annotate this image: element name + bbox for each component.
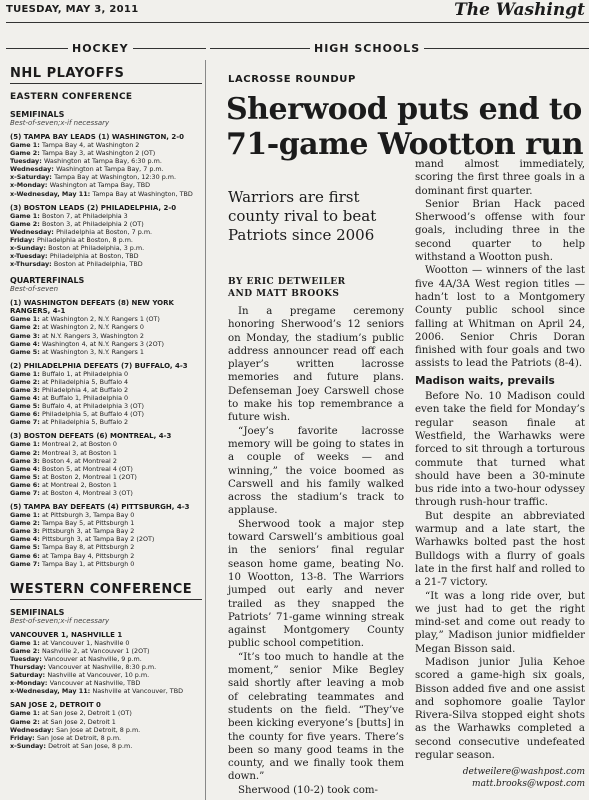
story-paragraph: Madison junior Julia Kehoe scored a game-high six goals, Bisson added five and one assist and sophomore goalie Taylor Rivera-Silva stopped eight shots as the Warhawks completed a second consecutive undefeated regular season. (415, 656, 585, 762)
game-result (10, 457, 202, 465)
game-result (10, 465, 202, 473)
game-score: Buffalo 1, at Philadelphia 0 (42, 369, 129, 378)
game-score: at Boston 4, Montreal 3 (OT) (42, 489, 133, 497)
story-deck: Warriors are first county rival to beat Patriots since 2006 (228, 188, 377, 244)
game-score: Boston at Philadelphia, TBD (53, 260, 143, 269)
story-paragraph: In a pregame ceremony honoring Sherwood’s 12 seniors on Monday, the stadium’s public address announcer read off each player’s written lacrosse memories and future plans. Defenseman Joey Carswell chose to make his top remembrance a future wish. (228, 306, 404, 424)
story-paragraph: But despite an abbreviated warmup and a late start, the Warhawks bolted past the host Bulldogs with a flurry of goals late in the first half and rolled to a 21-7 victory. (415, 510, 585, 589)
section-head-high-schools (210, 42, 589, 54)
game-score: Boston at Philadelphia, 3 p.m. (48, 244, 145, 253)
game-result (10, 348, 202, 356)
series-heading: (5) TAMPA BAY LEADS (1) WASHINGTON, 2-0 (10, 133, 185, 141)
series-heading: (5) TAMPA BAY DEFEATS (4) PITTSBURGH, 4-3 (10, 503, 190, 512)
game-result (10, 709, 202, 717)
game-result (10, 378, 202, 386)
game-label: Game 3: (10, 456, 43, 465)
game-label: Game 1: (10, 211, 43, 220)
story-column-2-top (415, 158, 585, 371)
game-result (10, 212, 202, 220)
game-result (10, 332, 202, 340)
game-score: at Pittsburgh 3, Tampa Bay 0 (42, 511, 135, 520)
game-score: Tampa Bay 4, at Washington 2 (42, 141, 140, 149)
series-heading: VANCOUVER 1, NASHVILLE 1 (10, 630, 123, 639)
game-label: Game 6: (10, 551, 43, 560)
game-score: at Washington 3, N.Y. Rangers 1 (42, 347, 144, 356)
game-result (10, 157, 202, 165)
game-result (10, 742, 202, 750)
game-label: x-Saturday: (10, 173, 55, 182)
game-score: Nashville at Vancouver, 10 p.m. (47, 671, 150, 680)
game-score: Detroit at San Jose, 8 p.m. (48, 741, 133, 750)
game-label: Game 1: (10, 369, 43, 378)
story-paragraph: Sherwood (10-2) took com- (238, 784, 378, 796)
game-label: Game 4: (10, 394, 43, 403)
game-score: Tampa Bay at Washington, TBD (92, 189, 193, 198)
top-rule (6, 22, 589, 23)
masthead: The Washingt (454, 0, 585, 20)
game-label: x-Tuesday: (10, 252, 50, 261)
game-label: Game 5: (10, 543, 43, 552)
series-heading: (2) PHILADELPHIA DEFEATS (7) BUFFALO, 4-3 (10, 361, 188, 370)
game-result (10, 718, 202, 726)
game-score: Tampa Bay 3, at Washington 2 (OT) (42, 149, 156, 158)
game-result (10, 173, 202, 181)
game-result (10, 370, 202, 378)
game-score: Vancouver at Nashville, 8:30 p.m. (48, 663, 157, 672)
game-result (10, 149, 202, 157)
game-score: Vancouver at Nashville, TBD (49, 679, 141, 688)
game-result (10, 663, 202, 671)
game-score: at N.Y. Rangers 3, Washington 2 (42, 331, 144, 340)
game-result (10, 671, 202, 679)
game-score: Tampa Bay 8, at Pittsburgh 2 (42, 543, 135, 552)
author-email-1: detweilere@washpost.com (462, 767, 585, 778)
game-label: Game 3: (10, 527, 43, 536)
game-score: Washington at Tampa Bay, 6:30 p.m. (43, 157, 162, 166)
game-label: x-Sunday: (10, 741, 49, 750)
game-label: Game 1: (10, 315, 43, 324)
story-headline: Sherwood puts end to 71-game Wootton run (226, 92, 584, 162)
game-score: Tampa Bay 1, at Pittsburgh 0 (42, 559, 135, 568)
story-paragraph: Senior Brian Hack paced Sherwood’s offense with four goals, including three in the second quarter to help withstand a Wootton push. (415, 198, 585, 264)
story-paragraph: “It’s too much to handle at the moment,” senior Mike Begley said shortly after leaving a mob of celebrating teammates and students on the field. “They’ve been kicking everyone’s [butts] in the county for five years. There’s been so many good teams in the county, and we finally took them down.” (228, 651, 404, 783)
game-result (10, 511, 202, 519)
game-result (10, 236, 202, 244)
game-result (10, 473, 202, 481)
game-label: Game 2: (10, 219, 43, 228)
game-score: at Philadelphia 5, Buffalo 2 (42, 418, 129, 427)
game-result (10, 190, 202, 198)
game-label: Game 7: (10, 489, 43, 497)
series-results (10, 315, 202, 355)
game-score: Philadelphia at Boston, TBD (49, 252, 139, 261)
game-score: Washington at Tampa Bay, 7 p.m. (56, 165, 164, 174)
game-score: Boston 5, at Montreal 4 (OT) (42, 464, 133, 473)
game-score: Buffalo 4, at Philadelphia 3 (OT) (42, 402, 145, 411)
game-label: Game 1: (10, 141, 43, 149)
game-label: Saturday: (10, 671, 48, 680)
game-result (10, 543, 202, 551)
game-result (10, 647, 202, 655)
game-result (10, 481, 202, 489)
game-result (10, 410, 202, 418)
game-score: Montreal 3, at Boston 1 (42, 448, 117, 457)
game-result (10, 165, 202, 173)
east-quarters-label: QUARTERFINALS (10, 276, 85, 286)
series-results (10, 639, 202, 696)
game-label: x-Thursday: (10, 260, 54, 269)
story-paragraph: “It was a long ride over, but we just had to get the right mind-set and come out ready to play,” Madison junior midfielder Megan Bisson said. (415, 590, 585, 655)
game-result (10, 244, 202, 252)
nhl-playoffs-title: NHL PLAYOFFS (10, 66, 202, 84)
game-result (10, 340, 202, 348)
west-semis-label: SEMIFINALS (10, 607, 65, 617)
game-score: at Boston 2, Montreal 1 (2OT) (42, 472, 137, 481)
game-score: at San Jose 2, Detroit 1 (OT) (42, 709, 132, 718)
western-conference-title: WESTERN CONFERENCE (10, 582, 202, 600)
game-score: Washington at Tampa Bay, TBD (49, 181, 151, 190)
game-label: Game 2: (10, 377, 43, 386)
game-score: at Montreal 2, Boston 1 (42, 480, 117, 489)
column-divider (205, 60, 206, 800)
game-label: Game 6: (10, 410, 43, 419)
game-label: Game 2: (10, 448, 43, 457)
game-score: Pittsburgh 3, at Tampa Bay 2 (2OT) (42, 535, 155, 544)
game-label: Game 5: (10, 472, 43, 481)
game-result (10, 220, 202, 228)
game-score: Boston 4, at Montreal 2 (42, 456, 117, 465)
game-score: Tampa Bay 5, at Pittsburgh 1 (42, 519, 135, 528)
game-label: Wednesday: (10, 725, 57, 734)
game-result (10, 639, 202, 647)
game-result (10, 734, 202, 742)
game-label: Tuesday: (10, 654, 44, 663)
game-score: at Vancouver 1, Nashville 0 (42, 638, 130, 647)
story-column-2-bottom (415, 390, 585, 762)
game-result (10, 228, 202, 236)
game-label: Game 2: (10, 149, 43, 158)
game-score: Nashville at Vancouver, TBD (92, 687, 183, 696)
story-column-2 (415, 158, 585, 790)
game-label: x-Monday: (10, 679, 50, 688)
game-label: x-Monday: (10, 181, 50, 190)
east-quarters-format: Best-of-seven (10, 285, 59, 294)
series-results (10, 440, 202, 497)
series-heading: (3) BOSTON LEADS (2) PHILADELPHIA, 2-0 (10, 203, 177, 212)
page-date: TUESDAY, MAY 3, 2011 (6, 4, 139, 15)
game-label: Game 1: (10, 440, 43, 449)
byline-line-2: AND MATT BROOKS (228, 289, 340, 299)
game-label: Game 5: (10, 402, 43, 411)
game-result (10, 687, 202, 695)
game-result (10, 560, 202, 568)
game-label: Game 3: (10, 385, 43, 394)
game-label: Friday: (10, 235, 37, 244)
eastern-conference-title: EASTERN CONFERENCE (10, 92, 133, 102)
game-label: Tuesday: (10, 157, 44, 166)
game-label: Wednesday: (10, 227, 57, 236)
game-score: Washington 4, at N.Y. Rangers 3 (2OT) (42, 339, 164, 348)
game-result (10, 418, 202, 426)
game-score: Boston 7, at Philadelphia 3 (42, 211, 128, 220)
game-label: Game 2: (10, 717, 43, 726)
story-paragraph: “Joey’s favorite lacrosse memory will be going to states in a couple of weeks — and winning,” the voice boomed as Carswell and his family walked across the stadium’s track to applause. (228, 425, 404, 517)
game-result (10, 519, 202, 527)
story-paragraph: Sherwood took a major step toward Carswell’s ambitious goal in the seniors’ final regular season home game, beating No. 10 Wootton, 13-8. The Warriors jumped out early and never trailed as they snapped the Patriots’ 71-game winning streak against Montgomery County public school competition. (228, 518, 404, 650)
game-label: Game 4: (10, 464, 43, 473)
game-result (10, 679, 202, 687)
game-score: San Jose at Detroit, 8 p.m. (36, 733, 122, 742)
game-score: Nashville 2, at Vancouver 1 (2OT) (42, 646, 150, 655)
game-label: x-Wednesday, May 11: (10, 687, 93, 696)
author-emails (415, 766, 585, 790)
game-score: at Buffalo 1, Philadelphia 0 (42, 394, 129, 403)
series-heading: (1) WASHINGTON DEFEATS (8) NEW YORK RANGERS, 4-1 (10, 299, 174, 316)
nhl-playoffs-column (10, 60, 202, 800)
story-paragraph: Before No. 10 Madison could even take the field for Monday’s regular season finale at Westfield, the Warhawks were forced to sit through a torturous commute that turned what should have been a 30-minute bus ride into a two-hour odyssey through rush-hour traffic. (415, 391, 585, 509)
game-label: Game 1: (10, 638, 43, 647)
story-subhead: Madison waits, prevails (415, 374, 555, 387)
game-score: Tampa Bay at Washington, 12:30 p.m. (54, 173, 177, 182)
game-label: Game 6: (10, 480, 43, 489)
game-score: at Tampa Bay 4, Pittsburgh 2 (42, 551, 135, 560)
series-heading: SAN JOSE 2, DETROIT 0 (10, 701, 101, 710)
game-result (10, 527, 202, 535)
author-email-2: matt.brooks@wpost.com (472, 779, 585, 790)
game-result (10, 655, 202, 663)
game-result (10, 181, 202, 189)
story-byline (228, 276, 408, 300)
game-label: Friday: (10, 733, 37, 742)
game-score: at Washington 2, N.Y. Rangers 1 (OT) (42, 315, 160, 324)
game-result (10, 323, 202, 331)
game-label: Game 3: (10, 331, 43, 340)
game-score: Philadelphia 5, at Buffalo 4 (OT) (42, 410, 145, 419)
game-label: Game 4: (10, 339, 43, 348)
game-label: Game 7: (10, 559, 43, 568)
game-score: Vancouver at Nashville, 9 p.m. (43, 654, 142, 663)
game-result (10, 449, 202, 457)
game-label: Game 4: (10, 535, 43, 544)
game-result (10, 440, 202, 448)
series-results (10, 212, 202, 269)
byline-line-1: BY ERIC DETWEILER (228, 277, 346, 287)
east-semis-format: Best-of-seven;x-if necessary (10, 119, 110, 127)
story-kicker: LACROSSE ROUNDUP (228, 74, 356, 85)
section-label-high-schools: HIGH SCHOOLS (310, 42, 424, 55)
game-result (10, 315, 202, 323)
game-label: Game 1: (10, 709, 43, 718)
game-score: Montreal 2, at Boston 0 (42, 440, 117, 449)
game-score: at Philadelphia 5, Buffalo 4 (42, 377, 129, 386)
game-result (10, 552, 202, 560)
game-score: at Washington 2, N.Y. Rangers 0 (42, 323, 144, 332)
game-label: Game 1: (10, 511, 43, 520)
game-result (10, 489, 202, 497)
game-label: x-Sunday: (10, 244, 49, 253)
series-results (10, 141, 202, 198)
game-score: Boston 3, at Philadelphia 2 (OT) (42, 219, 144, 228)
story-paragraph: mand almost immediately, scoring the first three goals in a dominant first quarter. (415, 159, 585, 197)
story-column-1 (228, 305, 404, 797)
game-result (10, 402, 202, 410)
game-label: Game 5: (10, 347, 43, 356)
game-score: Philadelphia 4, at Buffalo 2 (42, 385, 129, 394)
series-results (10, 511, 202, 568)
game-result (10, 260, 202, 268)
game-label: Game 2: (10, 323, 43, 332)
game-result (10, 535, 202, 543)
series-results (10, 709, 202, 749)
game-result (10, 252, 202, 260)
game-label: Game 2: (10, 519, 43, 528)
series-heading: (3) BOSTON DEFEATS (6) MONTREAL, 4-3 (10, 432, 172, 441)
game-label: Wednesday: (10, 165, 57, 174)
game-result (10, 726, 202, 734)
section-head-hockey (6, 42, 206, 54)
game-result (10, 141, 202, 149)
game-score: Philadelphia at Boston, 7 p.m. (56, 227, 153, 236)
game-score: Pittsburgh 3, at Tampa Bay 2 (42, 527, 135, 536)
game-score: San Jose at Detroit, 8 p.m. (56, 725, 141, 734)
series-results (10, 370, 202, 427)
game-result (10, 394, 202, 402)
story-paragraph: Wootton — winners of the last five 4A/3A West region titles — hadn’t lost to a Montgomery County public school since falling at Whitman on April 24, 2006. Senior Chris Doran finished with four goals and two assists to lead the Patriots (8-4). (415, 265, 585, 370)
east-semis-label: SEMIFINALS (10, 110, 65, 119)
section-label-hockey: HOCKEY (68, 42, 133, 55)
game-score: at San Jose 2, Detroit 1 (42, 717, 116, 726)
game-label: Game 2: (10, 646, 43, 655)
game-label: Thursday: (10, 663, 49, 672)
game-score: Philadelphia at Boston, 8 p.m. (36, 235, 133, 244)
west-semis-format: Best-of-seven;x-if necessary (10, 616, 110, 625)
game-label: Game 7: (10, 418, 43, 427)
game-result (10, 386, 202, 394)
game-label: x-Wednesday, May 11: (10, 189, 93, 198)
